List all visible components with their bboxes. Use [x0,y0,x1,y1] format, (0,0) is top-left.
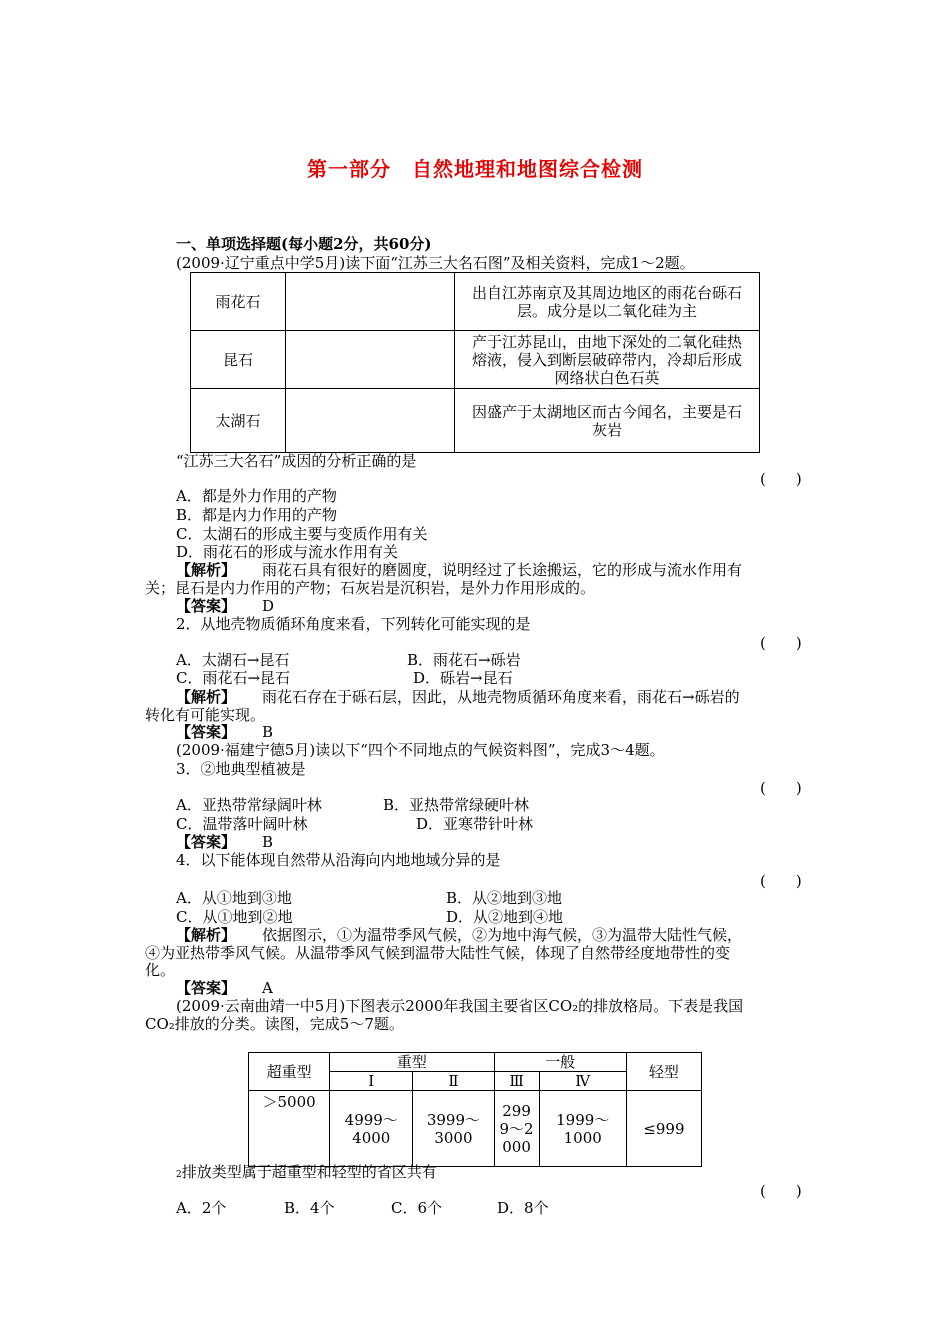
intro-q3-4: (2009·福建宁德5月)读以下“四个不同地点的气候资料图”，完成3～4题。 [176,741,665,759]
answer-label: 【答案】 [176,597,237,615]
option-a: A．都是外力作用的产物 [176,487,337,505]
answer-value: A [262,979,273,997]
header-I: Ⅰ [330,1072,413,1091]
option-c: C．温带落叶阔叶林 [176,815,308,833]
intro-q5-7: (2009·云南曲靖一中5月)下图表示2000年我国主要省区CO₂的排放格局。下表是我国 [176,997,744,1015]
option-d: D．雨花石的形成与流水作用有关 [176,543,399,561]
answer-label: 【答案】 [176,833,237,851]
option-d: D．砾岩→昆石 [413,669,513,687]
analysis-text: 化。 [145,961,176,979]
stone-name: 太湖石 [191,389,286,453]
option-a: A．从①地到③地 [176,889,292,907]
stone-desc: 出自江苏南京及其周边地区的雨花台砾石层。成分是以二氧化硅为主 [455,273,760,331]
table-row [249,1091,702,1167]
option-b: B．都是内力作用的产物 [176,506,338,524]
co2-table [248,1052,702,1167]
answer-label: 【答案】 [176,979,237,997]
answer-blank: ( ) [760,470,802,488]
analysis-text: 转化有可能实现。 [145,706,266,724]
question-stem: 4．以下能体现自然带从沿海向内地地域分异的是 [176,851,501,869]
stone-image-cell [286,389,455,453]
option-d: D．8个 [497,1199,549,1217]
answer-blank: ( ) [760,1182,802,1200]
analysis-text: 关；昆石是内力作用的产物；石灰岩是沉积岩，是外力作用形成的。 [145,579,596,597]
option-a: A．太湖石→昆石 [176,651,290,669]
intro-q1-2: (2009·辽宁重点中学5月)读下面“江苏三大名石图”及相关资料，完成1～2题。 [176,254,695,272]
stone-name: 昆石 [191,331,286,389]
option-c: C．太湖石的形成主要与变质作用有关 [176,525,428,543]
stone-table [190,272,760,453]
option-d: D．从②地到④地 [446,908,564,926]
answer-blank: ( ) [760,779,802,797]
header-IV: Ⅳ [539,1072,626,1091]
page-title: 第一部分 自然地理和地图综合检测 [307,157,643,181]
option-c: C．6个 [391,1199,443,1217]
analysis-label: 【解析】 [176,926,237,944]
option-b: B．亚热带常绿硬叶林 [383,796,530,814]
question-stem: 3．②地典型植被是 [176,760,306,778]
header-super: 超重型 [249,1053,330,1091]
question-stem: 2．从地壳物质循环角度来看，下列转化可能实现的是 [176,615,531,633]
answer-label: 【答案】 [176,723,237,741]
analysis-label: 【解析】 [176,688,237,706]
answer-blank: ( ) [760,872,802,890]
option-c: C．雨花石→昆石 [176,669,291,687]
option-d: D．亚寒带针叶林 [416,815,534,833]
option-b: B．从②地到③地 [446,889,563,907]
analysis-text: 依据图示，①为温带季风气候，②为地中海气候，③为温带大陆性气候， [262,926,743,944]
value-I: 4999～4000 [330,1091,413,1167]
answer-value: D [262,597,275,615]
header-heavy: 重型 [330,1053,494,1072]
answer-value: B [262,723,274,741]
value-III: 2999～2000 [494,1091,539,1167]
intro-q5-7: CO₂排放的分类。读图，完成5～7题。 [145,1015,404,1033]
stone-desc: 产于江苏昆山，由地下深处的二氧化硅热熔液，侵入到断层破碎带内，冷却后形成网络状白色石英 [455,331,760,389]
question-stem [176,1163,437,1184]
option-a: A．亚热带常绿阔叶林 [176,796,322,814]
stone-image-cell [286,273,455,331]
analysis-text: 雨花石存在于砾石层，因此，从地壳物质循环角度来看，雨花石→砾岩的 [262,688,740,706]
analysis-text: 雨花石具有很好的磨圆度，说明经过了长途搬运，它的形成与流水作用有 [262,561,743,579]
value-light: ≤999 [626,1091,701,1167]
table-row [191,389,760,453]
stem-prefix: 2 [176,1170,182,1180]
analysis-label: 【解析】 [176,561,237,579]
stone-name: 雨花石 [191,273,286,331]
table-row [249,1053,702,1072]
stone-image-cell [286,331,455,389]
header-II: Ⅱ [413,1072,494,1091]
answer-value: B [262,833,274,851]
section-heading: 一、单项选择题(每小题2分，共60分) [176,235,432,253]
value-IV: 1999～1000 [539,1091,626,1167]
header-light: 轻型 [626,1053,701,1091]
option-c: C．从①地到②地 [176,908,293,926]
question-stem: “江苏三大名石”成因的分析正确的是 [176,452,417,470]
table-row [191,273,760,331]
header-III: Ⅲ [494,1072,539,1091]
option-b: B．雨花石→砾岩 [407,651,521,669]
option-a: A．2个 [176,1199,227,1217]
stem-text: 排放类型属于超重型和轻型的省区共有 [181,1163,437,1181]
value-II: 3999～3000 [413,1091,494,1167]
stone-desc: 因盛产于太湖地区而古今闻名，主要是石灰岩 [455,389,760,453]
table-row [191,331,760,389]
value-super: ＞5000 [249,1091,330,1167]
option-b: B．4个 [284,1199,335,1217]
header-general: 一般 [494,1053,626,1072]
analysis-text: ④为亚热带季风气候。从温带季风气候到温带大陆性气候，体现了自然带经度地带性的变 [145,944,731,962]
answer-blank: ( ) [760,634,802,652]
